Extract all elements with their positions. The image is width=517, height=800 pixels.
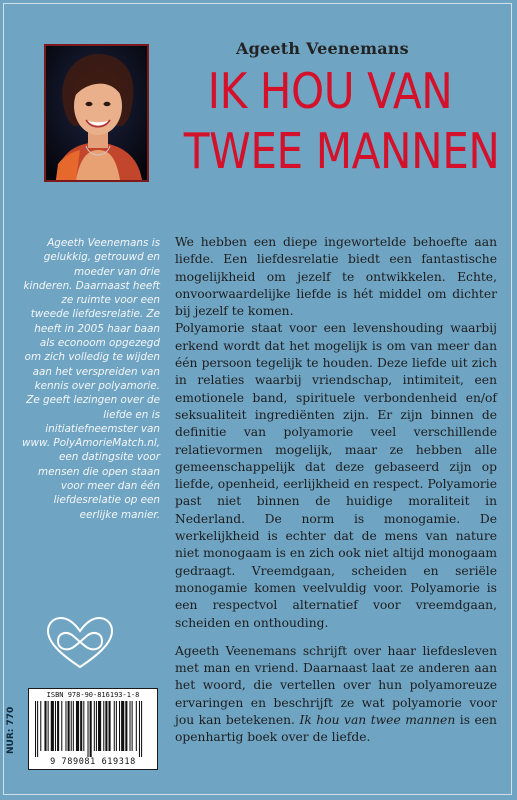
barcode-bar bbox=[116, 701, 117, 751]
barcode-bar bbox=[141, 701, 142, 757]
paragraph-3-book-title: Ik hou van twee mannen bbox=[299, 713, 456, 728]
paragraph-3-start: Ageeth Veenemans schrijft over haar liefdesleven met man en vriend. Daarnaast laat ze anderen aan het woord, die vertellen over hun polyamoreuze ervaringen en beschrijft ze wat polyamorie voor jou kan betekenen. bbox=[175, 643, 497, 728]
isbn-label: ISBN 978-90-816193-1-8 bbox=[46, 691, 140, 699]
ean-digits: 9 789081 619318 bbox=[50, 757, 136, 767]
barcode-bar bbox=[55, 701, 56, 751]
barcode-bar bbox=[109, 701, 111, 751]
author-name: Ageeth Veenemans bbox=[236, 39, 409, 58]
barcode-bar bbox=[90, 701, 92, 757]
barcode-bars bbox=[35, 701, 151, 757]
back-cover-text bbox=[175, 234, 497, 747]
barcode-bar bbox=[73, 701, 74, 751]
barcode-bar bbox=[71, 701, 72, 751]
barcode-bar bbox=[37, 701, 38, 757]
barcode-bar bbox=[83, 701, 84, 751]
paragraph-1: We hebben een diepe ingewortelde behoefte aan liefde. Een liefdesrelatie biedt een fantastische mogelijkheid om jezelf te ontwikkelen. Echte, onvoorwaardelijke liefde is hét middel om dichter bij jezelf te komen. bbox=[175, 235, 497, 319]
barcode-bar bbox=[136, 701, 137, 751]
barcode-bar bbox=[114, 701, 115, 751]
barcode-bar bbox=[40, 701, 41, 751]
barcode-bar bbox=[57, 701, 59, 751]
barcode-bar bbox=[76, 701, 79, 751]
barcode-bar bbox=[65, 701, 66, 751]
barcode-bar bbox=[88, 701, 89, 757]
title-line-2: TWEE MANNEN bbox=[183, 123, 500, 180]
barcode-bar bbox=[121, 701, 124, 751]
barcode-bar bbox=[48, 701, 49, 751]
infinity-heart-icon bbox=[44, 615, 116, 670]
barcode-bar bbox=[68, 701, 70, 751]
barcode-bar bbox=[103, 701, 104, 751]
barcode-bar bbox=[44, 701, 46, 751]
author-photo bbox=[44, 44, 149, 182]
barcode-bar bbox=[94, 701, 95, 751]
barcode-bar bbox=[105, 701, 107, 751]
barcode-bar bbox=[139, 701, 140, 757]
isbn-barcode bbox=[28, 688, 158, 770]
barcode-bar bbox=[96, 701, 97, 751]
book-title bbox=[183, 62, 500, 182]
nur-code: NUR: 770 bbox=[6, 706, 16, 754]
barcode-bar bbox=[119, 701, 120, 751]
barcode-bar bbox=[130, 701, 131, 751]
barcode-bar bbox=[132, 701, 133, 751]
paragraph-3-end: is een openhartig boek over de liefde. bbox=[175, 713, 497, 745]
paragraph-2: Polyamorie staat voor een levenshouding waarbij erkend wordt dat het mogelijk is om van meer dan één persoon tegelijk te houden. Deze liefde uit zich in relaties waarbij vriendschap, intimiteit, een emotionele band, spirituele verbondenheid en/of seksualiteit ingrediënten zijn. Er zijn binnen de definitie van polyamorie veel verschillende relatievormen mogelijk, maar ze hebben alle gemeenschappelijk dat deze gebaseerd zijn op liefde, openheid, eerlijkheid en respect. Polyamorie past niet binnen de huidige moraliteit in Nederland. De norm is monogamie. De werkelijkheid is echter dat de mens van nature niet monogaam is en zich ook niet altijd monogaam gedraagt. Vreemdgaan, scheiden en seriële monogamie komen veelvuldig voor. Polyamorie is een respectvol alternatief voor vreemdgaan, scheiden en onthouding. bbox=[175, 321, 497, 630]
paragraph-3 bbox=[175, 643, 497, 747]
barcode-bar bbox=[98, 701, 101, 751]
barcode-bar bbox=[51, 701, 54, 751]
barcode-bar bbox=[80, 701, 82, 751]
barcode-bar bbox=[35, 701, 36, 757]
author-bio: Ageeth Veenemans is gelukkig, getrouwd en moeder van drie kinderen. Daarnaast heeft ze ruimte voor een tweede liefdesrelatie. Ze heeft in 2005 haar baan als econoom opgezegd om zich volledig te wijden aan het verspreiden van kennis over polyamorie. Ze geeft lezingen over de liefde en is initiatiefneemster van www. PolyAmorieMatch.nl, een datingsite voor mensen die open staan voor meer dan één liefdesrelatie op een eerlijke manier. bbox=[22, 237, 161, 521]
barcode-bar bbox=[125, 701, 127, 751]
title-line-1: IK HOU VAN bbox=[207, 63, 453, 120]
barcode-bar bbox=[61, 701, 62, 751]
